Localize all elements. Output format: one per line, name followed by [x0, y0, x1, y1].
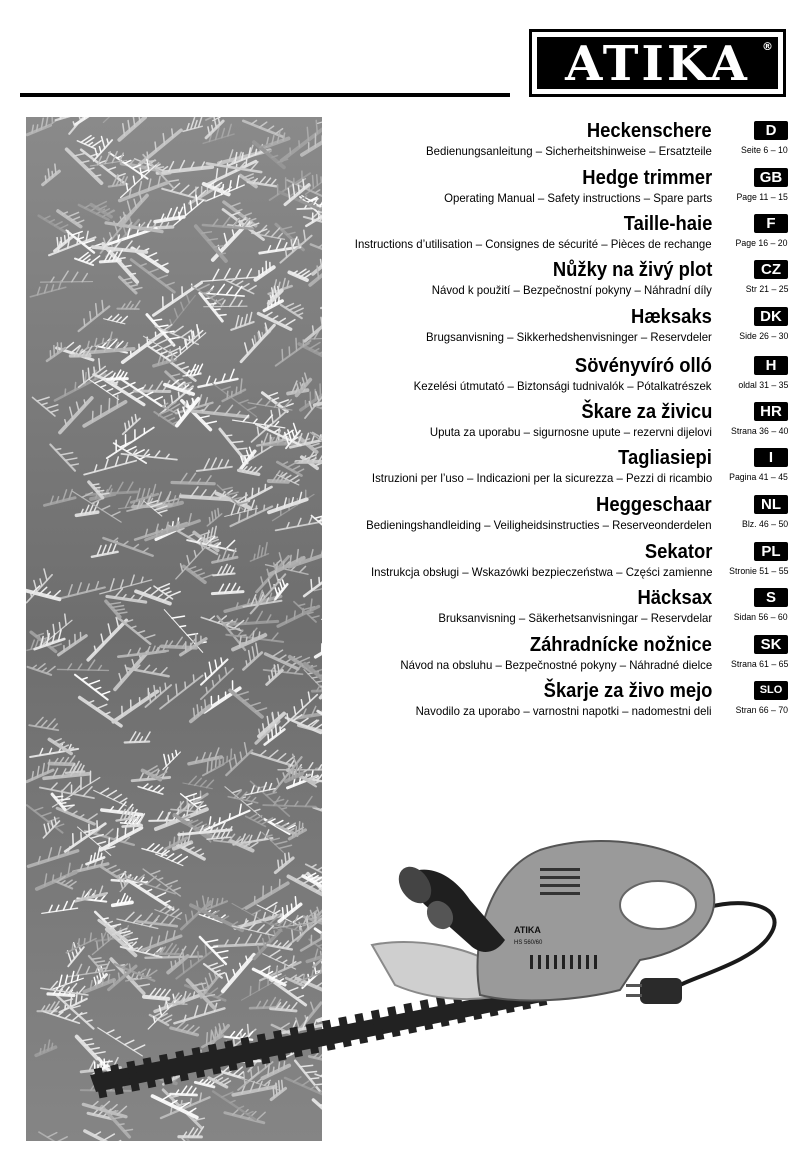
page-range: Str 21 – 25	[745, 284, 788, 295]
language-code-badge: D	[754, 121, 788, 140]
product-label-brand: ATIKA	[514, 925, 541, 935]
entry-description: Kezelési útmutató – Biztonsági tudnivalók – Pótalkatrészek	[414, 379, 712, 393]
entry-title: Heckenschere	[587, 120, 712, 142]
language-code-badge: SK	[754, 635, 788, 654]
page-range: Blz. 46 – 50	[741, 519, 788, 530]
page-range: Strana 61 – 65	[730, 659, 788, 670]
language-code-badge: CZ	[754, 260, 788, 279]
entry-title: Heggeschaar	[596, 494, 712, 516]
entry-title: Škare za živicu	[581, 401, 712, 423]
entry-description: Bedieningshandleiding – Veiligheidsinstructies – Reserveonderdelen	[366, 518, 712, 532]
page-range: oldal 31 – 35	[737, 380, 788, 391]
page-range: Page 11 – 15	[736, 192, 788, 203]
entry-description: Bedienungsanleitung – Sicherheitshinweise – Ersatzteile	[426, 144, 712, 158]
page-range: Page 16 – 20	[735, 238, 788, 249]
entry-title: Sekator	[644, 541, 712, 563]
registered-mark: ®	[762, 40, 773, 53]
entry-description: Istruzioni per l’uso – Indicazioni per la sicurezza – Pezzi di ricambio	[371, 471, 712, 485]
entry-title: Häcksax	[637, 587, 712, 609]
trimmer-body	[478, 841, 715, 1000]
entry-description: Operating Manual – Safety instructions – Spare parts	[443, 191, 712, 205]
language-code-badge: DK	[754, 307, 788, 326]
language-code-badge: HR	[754, 402, 788, 421]
entry-description: Instructions d’utilisation – Consignes de sécurité – Pièces de rechange	[355, 237, 712, 251]
entry-description: Uputa za uporabu – sigurnosne upute – rezervni dijelovi	[429, 425, 712, 439]
entry-description: Bruksanvisning – Säkerhetsanvisningar – Reservdelar	[438, 611, 712, 625]
language-code-badge: NL	[754, 495, 788, 514]
page-range: Sidan 56 – 60	[734, 612, 788, 623]
language-code-badge: SLO	[754, 681, 788, 700]
entry-title: Záhradnícke nožnice	[529, 634, 712, 656]
language-code-badge: H	[754, 356, 788, 375]
entry-description: Návod na obsluhu – Bezpečnostné pokyny – Náhradné dielce	[400, 658, 712, 672]
entry-title: Škarje za živo mejo	[543, 680, 712, 702]
page-range: Pagina 41 – 45	[729, 472, 788, 483]
entry-description: Brugsanvisning – Sikkerhedshenvisninger – Reservdeler	[426, 330, 712, 344]
language-code-badge: F	[754, 214, 788, 233]
entry-title: Sövényvíró olló	[574, 355, 712, 377]
entry-title: Taille-haie	[623, 213, 712, 235]
entry-title: Hæksaks	[631, 306, 712, 328]
brand-logo-text: ATIKA	[565, 36, 750, 92]
entry-title: Nůžky na živý plot	[552, 259, 712, 281]
language-code-badge: I	[754, 448, 788, 467]
product-label-model: HS 560/60	[514, 940, 543, 946]
language-code-badge: S	[754, 588, 788, 607]
language-code-badge: GB	[754, 168, 788, 187]
language-code-badge: PL	[754, 542, 788, 561]
page-range: Seite 6 – 10	[741, 145, 788, 156]
page-range: Strana 36 – 40	[730, 426, 788, 437]
entry-description: Instrukcja obsługi – Wskazówki bezpieczeństwa – Części zamienne	[370, 565, 712, 579]
page-range: Side 26 – 30	[738, 331, 788, 342]
page-range: Stran 66 – 70	[735, 705, 788, 716]
entry-description: Navodilo za uporabo – varnostni napotki – nadomestni deli	[416, 704, 712, 718]
page-range: Stronie 51 – 55	[728, 566, 788, 577]
entry-title: Hedge trimmer	[582, 167, 712, 189]
power-plug	[626, 978, 682, 1004]
entry-description: Návod k použití – Bezpečnostní pokyny – Náhradní díly	[431, 283, 712, 297]
entry-title: Tagliasiepi	[618, 447, 712, 469]
